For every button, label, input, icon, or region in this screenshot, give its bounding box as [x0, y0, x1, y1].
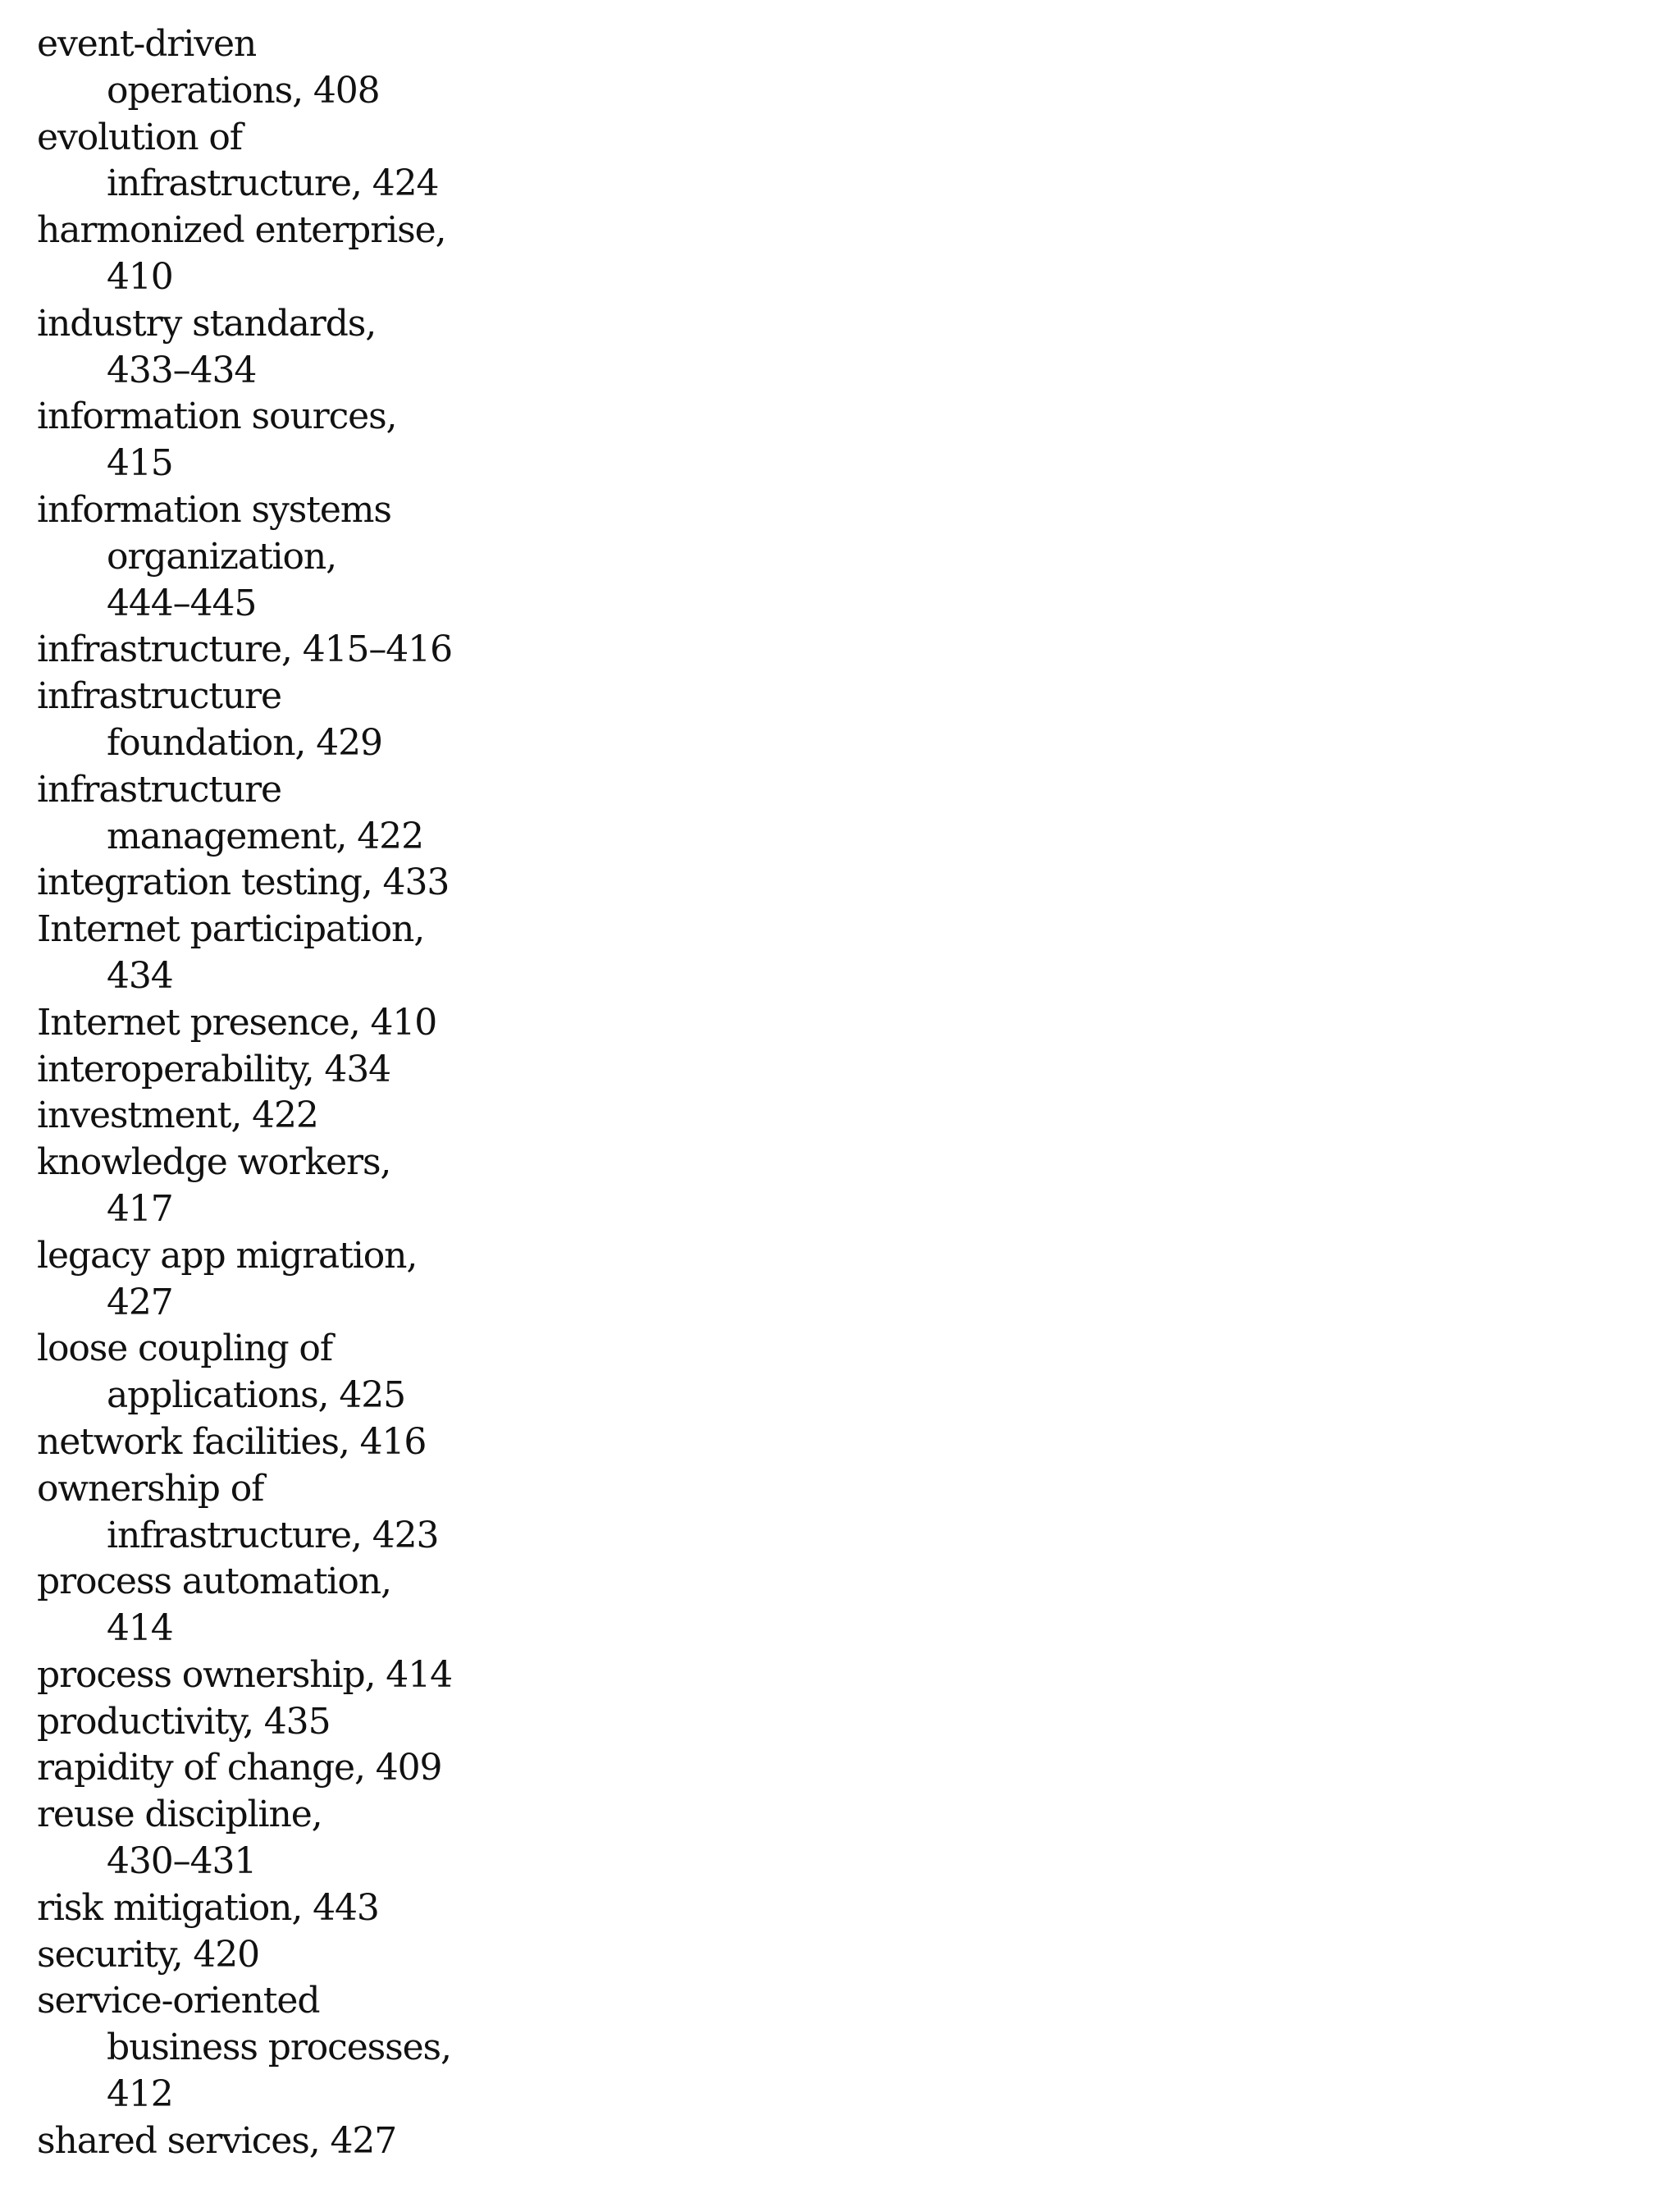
index-line: 414	[107, 1607, 173, 1650]
index-line: investment, 422	[37, 1094, 318, 1137]
index-line: productivity, 435	[37, 1700, 331, 1743]
index-line: evolution of	[37, 116, 242, 158]
index-line: integration testing, 433	[37, 861, 450, 904]
index-line: reuse discipline,	[37, 1793, 322, 1836]
index-line: Internet presence, 410	[37, 1001, 437, 1044]
index-line: operations, 408	[107, 69, 380, 112]
index-line: business processes,	[107, 2027, 451, 2069]
index-line: applications, 425	[107, 1374, 406, 1417]
index-line: 430–431	[107, 1840, 257, 1883]
index-line: 433–434	[107, 349, 257, 391]
index-line: 444–445	[107, 582, 257, 624]
index-line: Internet participation,	[37, 908, 425, 951]
index-line: 434	[107, 954, 173, 997]
index-line: infrastructure	[37, 675, 281, 718]
index-line: network facilities, 416	[37, 1420, 427, 1463]
index-line: loose coupling of	[37, 1327, 333, 1370]
index-line: 427	[107, 1281, 173, 1323]
index-line: service-oriented	[37, 1980, 320, 2022]
index-line: process automation,	[37, 1560, 391, 1603]
index-line: 410	[107, 255, 173, 298]
index-line: infrastructure, 423	[107, 1514, 439, 1556]
index-line: process ownership, 414	[37, 1653, 452, 1696]
index-column	[37, 21, 611, 2165]
index-line: harmonized enterprise,	[37, 209, 446, 252]
index-line: industry standards,	[37, 302, 377, 345]
index-line: foundation, 429	[107, 721, 382, 764]
index-line: shared services, 427	[37, 2119, 397, 2162]
index-line: 417	[107, 1187, 173, 1230]
index-line: security, 420	[37, 1933, 260, 1976]
index-line: organization,	[107, 535, 337, 578]
index-line: 412	[107, 2073, 173, 2116]
index-line: infrastructure, 424	[107, 162, 439, 205]
index-line: information sources,	[37, 395, 397, 438]
index-line: management, 422	[107, 815, 423, 857]
index-line: interoperability, 434	[37, 1048, 391, 1090]
index-line: 415	[107, 442, 173, 485]
index-line: risk mitigation, 443	[37, 1886, 379, 1929]
index-line: rapidity of change, 409	[37, 1747, 442, 1789]
index-line: information systems	[37, 488, 391, 531]
index-line: infrastructure, 415–416	[37, 628, 452, 671]
index-line: knowledge workers,	[37, 1141, 391, 1184]
index-line: legacy app migration,	[37, 1234, 418, 1277]
index-line: event-driven	[37, 23, 257, 65]
index-line: ownership of	[37, 1467, 264, 1510]
index-line: infrastructure	[37, 768, 281, 811]
